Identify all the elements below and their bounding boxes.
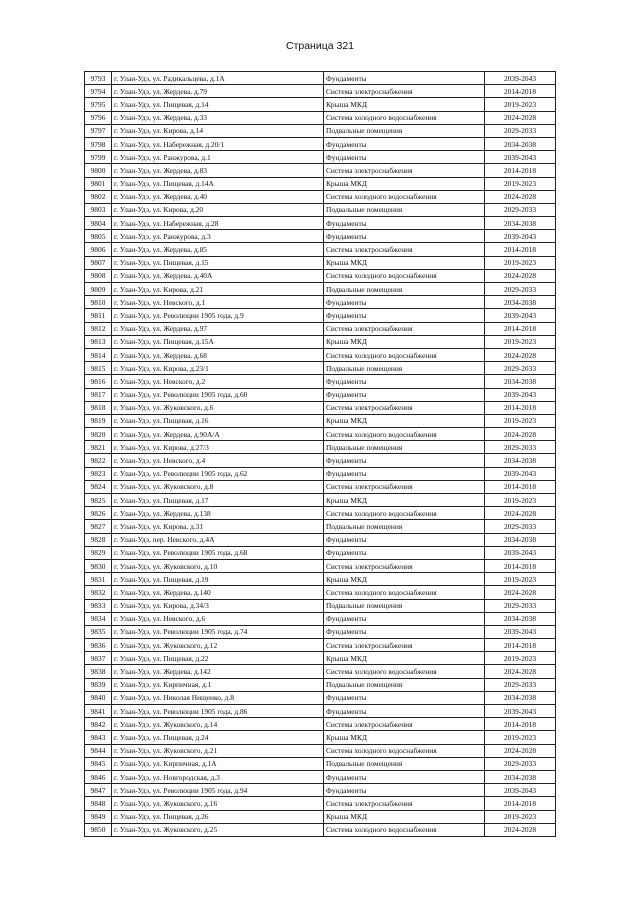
table-row — [85, 137, 556, 150]
table-row — [85, 797, 556, 810]
address-cell: г. Улан-Удэ, ул. Жердева, д.85 — [112, 243, 324, 256]
address-cell: г. Улан-Удэ, ул. Невского, д.4 — [112, 454, 324, 467]
table-row — [85, 691, 556, 704]
work-type-cell: Фундаменты — [324, 625, 485, 638]
row-number: 9835 — [85, 625, 112, 638]
address-cell: г. Улан-Удэ, ул. Кирпичная, д.1 — [112, 678, 324, 691]
address-cell: г. Улан-Удэ, ул. Пищевая, д.15А — [112, 335, 324, 348]
period-cell: 2019-2023 — [485, 177, 556, 190]
row-number: 9795 — [85, 98, 112, 111]
table-row — [85, 335, 556, 348]
table-row — [85, 757, 556, 770]
row-number: 9820 — [85, 428, 112, 441]
address-cell: г. Улан-Удэ, ул. Ранжурова, д.1 — [112, 151, 324, 164]
table-row — [85, 296, 556, 309]
address-cell: г. Улан-Удэ, ул. Жердева, д.40А — [112, 269, 324, 282]
table-row — [85, 256, 556, 269]
row-number: 9837 — [85, 652, 112, 665]
row-number: 9843 — [85, 731, 112, 744]
period-cell: 2024-2028 — [485, 190, 556, 203]
address-cell: г. Улан-Удэ, ул. Революции 1905 года, д.62 — [112, 467, 324, 480]
work-type-cell: Система холодного водоснабжения — [324, 586, 485, 599]
work-type-cell: Крыша МКД — [324, 573, 485, 586]
period-cell: 2019-2023 — [485, 98, 556, 111]
row-number: 9845 — [85, 757, 112, 770]
row-number: 9833 — [85, 599, 112, 612]
table-row — [85, 72, 556, 85]
table-row — [85, 480, 556, 493]
row-number: 9793 — [85, 72, 112, 85]
table-row — [85, 770, 556, 783]
address-cell: г. Улан-Удэ, ул. Пищевая, д.22 — [112, 652, 324, 665]
work-type-cell: Подвальные помещения — [324, 124, 485, 137]
work-type-cell: Фундаменты — [324, 770, 485, 783]
table-row — [85, 283, 556, 296]
period-cell: 2029-2033 — [485, 678, 556, 691]
row-number: 9850 — [85, 823, 112, 836]
address-cell: г. Улан-Удэ, ул. Жуковского, д.12 — [112, 639, 324, 652]
work-type-cell: Фундаменты — [324, 691, 485, 704]
period-cell: 2039-2043 — [485, 230, 556, 243]
address-cell: г. Улан-Удэ, ул. Жердева, д.90А/А — [112, 428, 324, 441]
work-type-cell: Фундаменты — [324, 705, 485, 718]
period-cell: 2039-2043 — [485, 546, 556, 559]
table-row — [85, 269, 556, 282]
period-cell: 2034-2038 — [485, 533, 556, 546]
row-number: 9839 — [85, 678, 112, 691]
address-cell: г. Улан-Удэ, ул. Жуковского, д.16 — [112, 797, 324, 810]
period-cell: 2014-2018 — [485, 718, 556, 731]
address-cell: г. Улан-Удэ, ул. Пищевая, д.17 — [112, 494, 324, 507]
address-cell: г. Улан-Удэ, ул. Революции 1905 года, д.9 — [112, 309, 324, 322]
table-row — [85, 348, 556, 361]
work-type-cell: Крыша МКД — [324, 731, 485, 744]
page-title: Страница 321 — [285, 40, 355, 52]
table-row — [85, 203, 556, 216]
table-row — [85, 639, 556, 652]
address-cell: г. Улан-Удэ, ул. Кирова, д.23/1 — [112, 362, 324, 375]
registry-table-body — [85, 72, 556, 837]
work-type-cell: Крыша МКД — [324, 494, 485, 507]
table-row — [85, 151, 556, 164]
work-type-cell: Подвальные помещения — [324, 520, 485, 533]
table-row — [85, 546, 556, 559]
work-type-cell: Крыша МКД — [324, 177, 485, 190]
period-cell: 2024-2028 — [485, 269, 556, 282]
work-type-cell: Фундаменты — [324, 296, 485, 309]
row-number: 9844 — [85, 744, 112, 757]
table-row — [85, 388, 556, 401]
table-row — [85, 718, 556, 731]
table-row — [85, 111, 556, 124]
work-type-cell: Фундаменты — [324, 533, 485, 546]
period-cell: 2019-2023 — [485, 335, 556, 348]
address-cell: г. Улан-Удэ, ул. Пищевая, д.14 — [112, 98, 324, 111]
row-number: 9817 — [85, 388, 112, 401]
row-number: 9798 — [85, 137, 112, 150]
table-row — [85, 230, 556, 243]
row-number: 9803 — [85, 203, 112, 216]
address-cell: г. Улан-Удэ, ул. Радикальцева, д.1А — [112, 72, 324, 85]
address-cell: г. Улан-Удэ, ул. Пищевая, д.14А — [112, 177, 324, 190]
address-cell: г. Улан-Удэ, ул. Кирова, д.14 — [112, 124, 324, 137]
address-cell: г. Улан-Удэ, ул. Кирова, д.21 — [112, 283, 324, 296]
work-type-cell: Фундаменты — [324, 151, 485, 164]
work-type-cell: Система электроснабжения — [324, 480, 485, 493]
row-number: 9807 — [85, 256, 112, 269]
row-number: 9811 — [85, 309, 112, 322]
table-row — [85, 612, 556, 625]
row-number: 9815 — [85, 362, 112, 375]
address-cell: г. Улан-Удэ, ул. Кирова, д.20 — [112, 203, 324, 216]
table-row — [85, 375, 556, 388]
period-cell: 2014-2018 — [485, 639, 556, 652]
row-number: 9823 — [85, 467, 112, 480]
work-type-cell: Система электроснабжения — [324, 559, 485, 572]
period-cell: 2024-2028 — [485, 823, 556, 836]
period-cell: 2029-2033 — [485, 599, 556, 612]
period-cell: 2014-2018 — [485, 401, 556, 414]
table-row — [85, 454, 556, 467]
address-cell: г. Улан-Удэ, ул. Жуковского, д.10 — [112, 559, 324, 572]
period-cell: 2019-2023 — [485, 652, 556, 665]
table-row — [85, 731, 556, 744]
work-type-cell: Крыша МКД — [324, 98, 485, 111]
period-cell: 2034-2038 — [485, 217, 556, 230]
work-type-cell: Система холодного водоснабжения — [324, 190, 485, 203]
address-cell: г. Улан-Удэ, ул. Невского, д.1 — [112, 296, 324, 309]
row-number: 9814 — [85, 348, 112, 361]
table-row — [85, 322, 556, 335]
table-row — [85, 586, 556, 599]
work-type-cell: Крыша МКД — [324, 335, 485, 348]
row-number: 9799 — [85, 151, 112, 164]
row-number: 9810 — [85, 296, 112, 309]
work-type-cell: Фундаменты — [324, 454, 485, 467]
row-number: 9824 — [85, 480, 112, 493]
period-cell: 2039-2043 — [485, 705, 556, 718]
work-type-cell: Система электроснабжения — [324, 322, 485, 335]
period-cell: 2019-2023 — [485, 494, 556, 507]
table-row — [85, 520, 556, 533]
row-number: 9849 — [85, 810, 112, 823]
address-cell: г. Улан-Удэ, ул. Набережная, д.28 — [112, 217, 324, 230]
row-number: 9827 — [85, 520, 112, 533]
address-cell: г. Улан-Удэ, ул. Революции 1905 года, д.74 — [112, 625, 324, 638]
work-type-cell: Система электроснабжения — [324, 718, 485, 731]
work-type-cell: Система электроснабжения — [324, 797, 485, 810]
row-number: 9825 — [85, 494, 112, 507]
work-type-cell: Крыша МКД — [324, 256, 485, 269]
address-cell: г. Улан-Удэ, ул. Жердева, д.33 — [112, 111, 324, 124]
table-row — [85, 665, 556, 678]
period-cell: 2024-2028 — [485, 428, 556, 441]
period-cell: 2014-2018 — [485, 164, 556, 177]
work-type-cell: Подвальные помещения — [324, 203, 485, 216]
address-cell: г. Улан-Удэ, ул. Революции 1905 года, д.86 — [112, 705, 324, 718]
work-type-cell: Система холодного водоснабжения — [324, 665, 485, 678]
period-cell: 2014-2018 — [485, 322, 556, 335]
row-number: 9822 — [85, 454, 112, 467]
work-type-cell: Система электроснабжения — [324, 164, 485, 177]
work-type-cell: Фундаменты — [324, 375, 485, 388]
work-type-cell: Крыша МКД — [324, 652, 485, 665]
address-cell: г. Улан-Удэ, ул. Пищевая, д.15 — [112, 256, 324, 269]
table-row — [85, 494, 556, 507]
period-cell: 2014-2018 — [485, 480, 556, 493]
address-cell: г. Улан-Удэ, ул. Жуковского, д.6 — [112, 401, 324, 414]
work-type-cell: Подвальные помещения — [324, 362, 485, 375]
period-cell: 2014-2018 — [485, 243, 556, 256]
table-row — [85, 467, 556, 480]
period-cell: 2019-2023 — [485, 573, 556, 586]
period-cell: 2034-2038 — [485, 691, 556, 704]
row-number: 9802 — [85, 190, 112, 203]
period-cell: 2039-2043 — [485, 784, 556, 797]
table-row — [85, 190, 556, 203]
period-cell: 2024-2028 — [485, 348, 556, 361]
table-row — [85, 559, 556, 572]
period-cell: 2034-2038 — [485, 375, 556, 388]
work-type-cell: Система электроснабжения — [324, 243, 485, 256]
period-cell: 2029-2033 — [485, 757, 556, 770]
period-cell: 2014-2018 — [485, 85, 556, 98]
row-number: 9841 — [85, 705, 112, 718]
address-cell: г. Улан-Удэ, ул. Жердева, д.140 — [112, 586, 324, 599]
table-row — [85, 810, 556, 823]
address-cell: г. Улан-Удэ, ул. Кирпичная, д.1А — [112, 757, 324, 770]
work-type-cell: Система электроснабжения — [324, 639, 485, 652]
table-row — [85, 744, 556, 757]
row-number: 9838 — [85, 665, 112, 678]
row-number: 9847 — [85, 784, 112, 797]
row-number: 9846 — [85, 770, 112, 783]
table-row — [85, 309, 556, 322]
period-cell: 2019-2023 — [485, 810, 556, 823]
address-cell: г. Улан-Удэ, ул. Ранжурова, д.3 — [112, 230, 324, 243]
row-number: 9816 — [85, 375, 112, 388]
period-cell: 2029-2033 — [485, 124, 556, 137]
address-cell: г. Улан-Удэ, ул. Пищевая, д.16 — [112, 414, 324, 427]
table-row — [85, 428, 556, 441]
period-cell: 2024-2028 — [485, 665, 556, 678]
period-cell: 2029-2033 — [485, 441, 556, 454]
row-number: 9819 — [85, 414, 112, 427]
work-type-cell: Система холодного водоснабжения — [324, 507, 485, 520]
period-cell: 2024-2028 — [485, 586, 556, 599]
work-type-cell: Фундаменты — [324, 784, 485, 797]
work-type-cell: Фундаменты — [324, 137, 485, 150]
row-number: 9821 — [85, 441, 112, 454]
row-number: 9809 — [85, 283, 112, 296]
row-number: 9808 — [85, 269, 112, 282]
work-type-cell: Система холодного водоснабжения — [324, 823, 485, 836]
period-cell: 2039-2043 — [485, 467, 556, 480]
table-row — [85, 164, 556, 177]
work-type-cell: Подвальные помещения — [324, 283, 485, 296]
registry-table — [84, 71, 556, 837]
row-number: 9800 — [85, 164, 112, 177]
work-type-cell: Фундаменты — [324, 72, 485, 85]
row-number: 9794 — [85, 85, 112, 98]
period-cell: 2029-2033 — [485, 283, 556, 296]
work-type-cell: Фундаменты — [324, 388, 485, 401]
period-cell: 2019-2023 — [485, 256, 556, 269]
table-row — [85, 217, 556, 230]
table-row — [85, 625, 556, 638]
row-number: 9828 — [85, 533, 112, 546]
period-cell: 2034-2038 — [485, 296, 556, 309]
period-cell: 2024-2028 — [485, 507, 556, 520]
address-cell: г. Улан-Удэ, ул. Жуковского, д.14 — [112, 718, 324, 731]
row-number: 9842 — [85, 718, 112, 731]
row-number: 9806 — [85, 243, 112, 256]
address-cell: г. Улан-Удэ, ул. Жердева, д.79 — [112, 85, 324, 98]
table-row — [85, 401, 556, 414]
work-type-cell: Подвальные помещения — [324, 757, 485, 770]
work-type-cell: Фундаменты — [324, 230, 485, 243]
table-row — [85, 124, 556, 137]
period-cell: 2024-2028 — [485, 111, 556, 124]
row-number: 9805 — [85, 230, 112, 243]
table-row — [85, 177, 556, 190]
address-cell: г. Улан-Удэ, ул. Кирова, д.27/3 — [112, 441, 324, 454]
address-cell: г. Улан-Удэ, ул. Жердева, д.138 — [112, 507, 324, 520]
address-cell: г. Улан-Удэ, ул. Набережная, д.20/1 — [112, 137, 324, 150]
work-type-cell: Фундаменты — [324, 217, 485, 230]
row-number: 9829 — [85, 546, 112, 559]
row-number: 9797 — [85, 124, 112, 137]
work-type-cell: Система холодного водоснабжения — [324, 269, 485, 282]
work-type-cell: Подвальные помещения — [324, 678, 485, 691]
table-row — [85, 705, 556, 718]
period-cell: 2014-2018 — [485, 559, 556, 572]
address-cell: г. Улан-Удэ, ул. Новгородская, д.3 — [112, 770, 324, 783]
row-number: 9840 — [85, 691, 112, 704]
work-type-cell: Крыша МКД — [324, 810, 485, 823]
work-type-cell: Система холодного водоснабжения — [324, 744, 485, 757]
row-number: 9801 — [85, 177, 112, 190]
period-cell: 2034-2038 — [485, 137, 556, 150]
table-row — [85, 362, 556, 375]
period-cell: 2034-2038 — [485, 454, 556, 467]
period-cell: 2019-2023 — [485, 414, 556, 427]
work-type-cell: Система электроснабжения — [324, 401, 485, 414]
address-cell: г. Улан-Удэ, ул. Жердева, д.68 — [112, 348, 324, 361]
work-type-cell: Система холодного водоснабжения — [324, 111, 485, 124]
work-type-cell: Фундаменты — [324, 309, 485, 322]
period-cell: 2019-2023 — [485, 731, 556, 744]
period-cell: 2039-2043 — [485, 388, 556, 401]
table-row — [85, 85, 556, 98]
row-number: 9848 — [85, 797, 112, 810]
address-cell: г. Улан-Удэ, ул. Жердева, д.97 — [112, 322, 324, 335]
address-cell: г. Улан-Удэ, пер. Невского, д.4А — [112, 533, 324, 546]
address-cell: г. Улан-Удэ, ул. Пищевая, д.24 — [112, 731, 324, 744]
work-type-cell: Крыша МКД — [324, 414, 485, 427]
table-row — [85, 823, 556, 836]
period-cell: 2034-2038 — [485, 770, 556, 783]
address-cell: г. Улан-Удэ, ул. Кирова, д.31 — [112, 520, 324, 533]
table-row — [85, 784, 556, 797]
address-cell: г. Улан-Удэ, ул. Революции 1905 года, д.60 — [112, 388, 324, 401]
table-row — [85, 441, 556, 454]
period-cell: 2024-2028 — [485, 744, 556, 757]
address-cell: г. Улан-Удэ, ул. Невского, д.2 — [112, 375, 324, 388]
table-row — [85, 414, 556, 427]
work-type-cell: Подвальные помещения — [324, 599, 485, 612]
address-cell: г. Улан-Удэ, ул. Жуковского, д.8 — [112, 480, 324, 493]
row-number: 9830 — [85, 559, 112, 572]
table-row — [85, 599, 556, 612]
row-number: 9836 — [85, 639, 112, 652]
work-type-cell: Система электроснабжения — [324, 85, 485, 98]
row-number: 9832 — [85, 586, 112, 599]
period-cell: 2029-2033 — [485, 362, 556, 375]
period-cell: 2034-2038 — [485, 612, 556, 625]
address-cell: г. Улан-Удэ, ул. Жердева, д.83 — [112, 164, 324, 177]
address-cell: г. Улан-Удэ, ул. Николая Нищенко, д.8 — [112, 691, 324, 704]
period-cell: 2029-2033 — [485, 520, 556, 533]
row-number: 9813 — [85, 335, 112, 348]
address-cell: г. Улан-Удэ, ул. Пищевая, д.19 — [112, 573, 324, 586]
table-row — [85, 507, 556, 520]
row-number: 9818 — [85, 401, 112, 414]
address-cell: г. Улан-Удэ, ул. Невского, д.6 — [112, 612, 324, 625]
address-cell: г. Улан-Удэ, ул. Жуковского, д.21 — [112, 744, 324, 757]
work-type-cell: Фундаменты — [324, 612, 485, 625]
period-cell: 2039-2043 — [485, 309, 556, 322]
work-type-cell: Система холодного водоснабжения — [324, 348, 485, 361]
address-cell: г. Улан-Удэ, ул. Пищевая, д.26 — [112, 810, 324, 823]
row-number: 9812 — [85, 322, 112, 335]
work-type-cell: Подвальные помещения — [324, 441, 485, 454]
row-number: 9826 — [85, 507, 112, 520]
table-row — [85, 678, 556, 691]
period-cell: 2014-2018 — [485, 797, 556, 810]
table-row — [85, 243, 556, 256]
period-cell: 2029-2033 — [485, 203, 556, 216]
row-number: 9831 — [85, 573, 112, 586]
address-cell: г. Улан-Удэ, ул. Революции 1905 года, д.68 — [112, 546, 324, 559]
address-cell: г. Улан-Удэ, ул. Кирова, д.34/3 — [112, 599, 324, 612]
work-type-cell: Фундаменты — [324, 467, 485, 480]
period-cell: 2039-2043 — [485, 72, 556, 85]
address-cell: г. Улан-Удэ, ул. Жердева, д.40 — [112, 190, 324, 203]
row-number: 9796 — [85, 111, 112, 124]
row-number: 9804 — [85, 217, 112, 230]
period-cell: 2039-2043 — [485, 625, 556, 638]
address-cell: г. Улан-Удэ, ул. Жердева, д.142 — [112, 665, 324, 678]
row-number: 9834 — [85, 612, 112, 625]
period-cell: 2039-2043 — [485, 151, 556, 164]
address-cell: г. Улан-Удэ, ул. Жуковского, д.25 — [112, 823, 324, 836]
work-type-cell: Система холодного водоснабжения — [324, 428, 485, 441]
work-type-cell: Фундаменты — [324, 546, 485, 559]
table-row — [85, 652, 556, 665]
table-row — [85, 573, 556, 586]
table-row — [85, 98, 556, 111]
table-row — [85, 533, 556, 546]
address-cell: г. Улан-Удэ, ул. Революции 1905 года, д.94 — [112, 784, 324, 797]
